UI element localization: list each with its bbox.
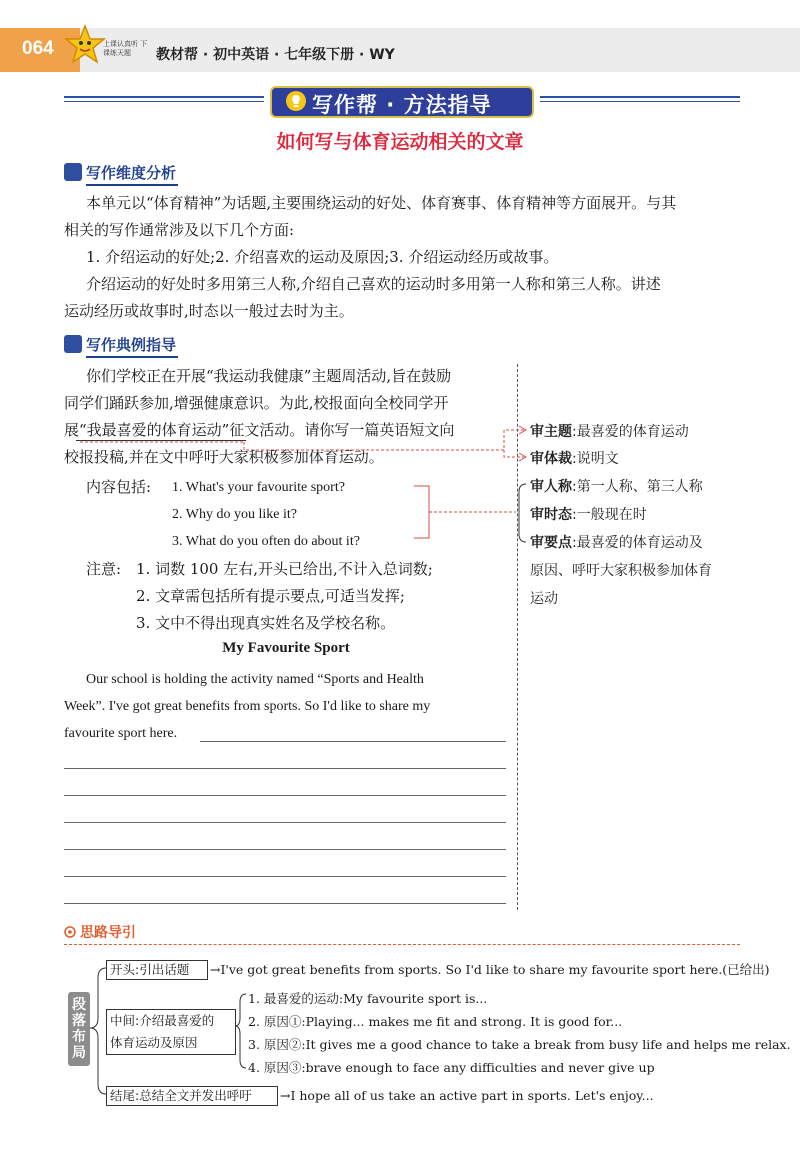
analysis-line-5: 运动经历或故事时,时态以一般过去时为主。 bbox=[64, 302, 354, 320]
side-note-topic: 审主题:最喜爱的体育运动 bbox=[530, 424, 689, 440]
analysis-line-2: 相关的写作通常涉及以下几个方面: bbox=[64, 221, 295, 239]
writing-line bbox=[64, 768, 506, 769]
prompt-line-1: 你们学校正在开展“我运动我健康”主题周活动,旨在鼓励 bbox=[86, 367, 452, 385]
side-note-points-cont-2: 运动 bbox=[530, 591, 558, 607]
prompt-line-4: 校报投稿,并在文中呼吁大家积极参加体育运动。 bbox=[64, 448, 384, 466]
analysis-line-3: 1. 介绍运动的好处;2. 介绍喜欢的运动及原因;3. 介绍运动经历或故事。 bbox=[86, 248, 559, 266]
banner-rule-left bbox=[64, 96, 264, 98]
middle-item-4: 4. 原因③:brave enough to face any difficulties and never give up bbox=[248, 1060, 655, 1075]
content-item-3: 3. What do you often do about it? bbox=[172, 534, 360, 549]
banner-rule-right-thin bbox=[540, 101, 740, 102]
middle-label-1: 中间:介绍最喜爱的 bbox=[110, 1013, 215, 1028]
banner-title: 写作帮 · 方法指导 bbox=[312, 93, 492, 117]
writing-line bbox=[64, 876, 506, 877]
topic-underline bbox=[76, 440, 246, 441]
section-heading-example: 写作典例指导 bbox=[86, 334, 178, 358]
banner-rule-right bbox=[540, 96, 740, 98]
layout-side-label: 段落布局 bbox=[72, 997, 86, 1061]
writing-line bbox=[200, 741, 506, 742]
page-number: 064 bbox=[22, 38, 54, 59]
essay-line-3: favourite sport here. bbox=[64, 726, 178, 741]
slogan: 上课认真听 下课练天题 bbox=[103, 40, 148, 57]
ending-label: 结尾:总结全文并发出呼吁 bbox=[110, 1088, 252, 1103]
lightbulb-icon bbox=[285, 90, 307, 112]
middle-label-2: 体育运动及原因 bbox=[110, 1035, 198, 1050]
section-heading-analysis: 写作维度分析 bbox=[86, 162, 178, 186]
side-note-person: 审人称:第一人称、第三人称 bbox=[530, 479, 703, 495]
note-3: 3. 文中不得出现真实姓名及学校名称。 bbox=[136, 614, 396, 632]
note-2: 2. 文章需包括所有提示要点,可适当发挥; bbox=[136, 587, 405, 605]
writing-line bbox=[64, 795, 506, 796]
guide-rule bbox=[64, 944, 740, 945]
middle-item-2: 2. 原因①:Playing... makes me fit and strong. It is good for... bbox=[248, 1014, 623, 1029]
opening-label: 开头:引出话题 bbox=[110, 962, 190, 977]
section-heading-guide: 思路导引 bbox=[80, 925, 136, 941]
side-note-points: 审要点:最喜爱的体育运动及 bbox=[530, 535, 703, 551]
star-mascot-icon bbox=[64, 24, 106, 66]
opening-text: →I've got great benefits from sports. So I'd like to share my favourite sport here.(已给出) bbox=[210, 962, 770, 977]
middle-item-3: 3. 原因②:It gives me a good chance to take a break from busy life and helps me relax. bbox=[248, 1037, 791, 1052]
side-note-genre: 审体裁:说明文 bbox=[530, 451, 619, 467]
writing-line bbox=[64, 849, 506, 850]
essay-line-2: Week”. I've got great benefits from sports. So I'd like to share my bbox=[64, 699, 431, 714]
analysis-line-4: 介绍运动的好处时多用第三人称,介绍自己喜欢的运动时多用第一人称和第三人称。讲述 bbox=[86, 275, 661, 293]
example-icon bbox=[64, 335, 82, 353]
side-note-tense: 审时态:一般现在时 bbox=[530, 507, 647, 523]
target-icon bbox=[64, 926, 76, 938]
note-1: 1. 词数 100 左右,开头已给出,不计入总词数; bbox=[136, 560, 433, 578]
prompt-line-2: 同学们踊跃参加,增强健康意识。为此,校报面向全校同学开 bbox=[64, 394, 449, 412]
main-title: 如何写与体育运动相关的文章 bbox=[276, 131, 524, 153]
writing-line bbox=[64, 822, 506, 823]
analysis-line-1: 本单元以“体育精神”为话题,主要围绕运动的好处、体育赛事、体育精神等方面展开。与其 bbox=[86, 194, 677, 212]
ending-text: →I hope all of us take an active part in sports. Let's enjoy... bbox=[280, 1088, 654, 1103]
notes-label: 注意: bbox=[86, 560, 122, 578]
analysis-icon bbox=[64, 163, 82, 181]
annotation-connectors bbox=[64, 420, 534, 560]
content-label: 内容包括: bbox=[86, 478, 152, 496]
writing-line bbox=[64, 903, 506, 904]
essay-line-1: Our school is holding the activity named “Sports and Health bbox=[86, 672, 424, 687]
prompt-line-3: 展“我最喜爱的体育运动”征文活动。请你写一篇英语短文向 bbox=[64, 421, 455, 439]
middle-item-1: 1. 最喜爱的运动:My favourite sport is... bbox=[248, 991, 488, 1006]
side-note-points-cont-1: 原因、呼吁大家积极参加体育 bbox=[530, 563, 712, 579]
book-title: 教材帮 · 初中英语 · 七年级下册 · WY bbox=[156, 47, 395, 63]
essay-title: My Favourite Sport bbox=[222, 640, 350, 656]
content-item-1: 1. What's your favourite sport? bbox=[172, 480, 345, 495]
banner-rule-left-thin bbox=[64, 101, 264, 102]
content-item-2: 2. Why do you like it? bbox=[172, 507, 297, 522]
